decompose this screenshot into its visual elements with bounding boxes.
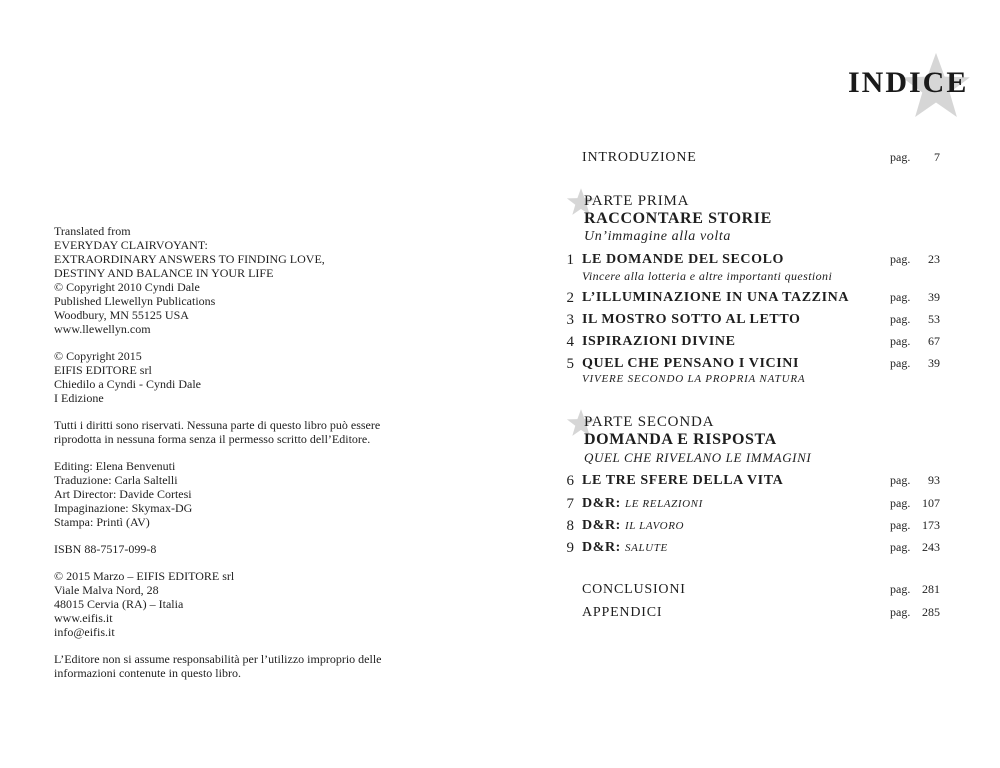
chapter-number: 7 bbox=[566, 496, 574, 512]
pag-label: pag. bbox=[890, 473, 911, 487]
colophon-line: Published Llewellyn Publications bbox=[54, 294, 216, 308]
toc-entry-chapter-6[interactable] bbox=[560, 473, 940, 493]
chapter-title-prefix: D&R: bbox=[582, 540, 626, 555]
pag-label: pag. bbox=[890, 356, 911, 370]
colophon-line: © Copyright 2010 Cyndi Dale bbox=[54, 280, 200, 294]
pag-label: pag. bbox=[890, 582, 911, 596]
toc-entry-title: APPENDICI bbox=[582, 605, 663, 620]
page-number: 107 bbox=[922, 496, 940, 510]
toc-entry-chapter-9[interactable] bbox=[560, 540, 940, 560]
publisher-line: info@eifis.it bbox=[54, 625, 115, 639]
index-title: INDICE bbox=[848, 66, 969, 99]
chapter-title bbox=[582, 496, 703, 512]
part-subtitle: Un’immagine alla volta bbox=[584, 229, 731, 244]
chapter-number: 1 bbox=[566, 252, 574, 268]
colophon-line: EVERYDAY CLAIRVOYANT: bbox=[54, 238, 208, 252]
chapter-subtitle: Vincere alla lotteria e altre importanti questioni bbox=[582, 269, 833, 283]
part-label: PARTE SECONDA bbox=[584, 414, 715, 430]
toc-entry-chapter-7[interactable] bbox=[560, 496, 940, 516]
page-number: 53 bbox=[928, 312, 940, 326]
colophon-line: Chiedilo a Cyndi - Cyndi Dale bbox=[54, 377, 201, 391]
colophon-line: EIFIS EDITORE srl bbox=[54, 363, 152, 377]
chapter-title-prefix: D&R: bbox=[582, 496, 626, 511]
publisher-line: www.eifis.it bbox=[54, 611, 113, 625]
chapter-title-italic: IL LAVORO bbox=[625, 520, 685, 532]
toc-entry-title: INTRODUZIONE bbox=[582, 150, 697, 165]
colophon-line: © Copyright 2015 bbox=[54, 349, 142, 363]
part-subtitle: QUEL CHE RIVELANO LE IMMAGINI bbox=[584, 450, 812, 465]
toc-entry-intro[interactable] bbox=[560, 150, 940, 170]
disclaimer-line: L’Editore non si assume responsabilità per l’utilizzo improprio delle bbox=[54, 652, 382, 666]
colophon-line: DESTINY AND BALANCE IN YOUR LIFE bbox=[54, 266, 274, 280]
pag-label: pag. bbox=[890, 605, 911, 619]
chapter-title bbox=[582, 518, 684, 534]
part-label: PARTE PRIMA bbox=[584, 193, 690, 209]
credit-line: Stampa: Printì (AV) bbox=[54, 515, 150, 529]
chapter-number: 2 bbox=[566, 290, 574, 306]
chapter-title: LE DOMANDE DEL SECOLO bbox=[582, 252, 785, 267]
chapter-title: ISPIRAZIONI DIVINE bbox=[582, 334, 736, 349]
page-number: 23 bbox=[928, 252, 940, 266]
original-edition-block bbox=[54, 224, 414, 336]
toc-entry-appendices[interactable] bbox=[560, 605, 940, 625]
chapter-number: 6 bbox=[566, 473, 574, 489]
pag-label: pag. bbox=[890, 252, 911, 266]
rights-block bbox=[54, 418, 414, 446]
page-number: 39 bbox=[928, 290, 940, 304]
chapter-number: 9 bbox=[566, 540, 574, 556]
chapter-title-italic: LE RELAZIONI bbox=[625, 498, 703, 510]
colophon bbox=[54, 224, 414, 693]
pag-label: pag. bbox=[890, 518, 911, 532]
pag-label: pag. bbox=[890, 290, 911, 304]
page-number: 7 bbox=[934, 150, 940, 164]
page-number: 281 bbox=[922, 582, 940, 596]
chapter-title-prefix: D&R: bbox=[582, 518, 626, 533]
toc-entry-title: CONCLUSIONI bbox=[582, 582, 686, 597]
page-number: 39 bbox=[928, 356, 940, 370]
page-number: 243 bbox=[922, 540, 940, 554]
italian-edition-block bbox=[54, 349, 414, 405]
disclaimer-line: informazioni contenute in questo libro. bbox=[54, 666, 241, 680]
chapter-title bbox=[582, 540, 668, 556]
chapter-number: 3 bbox=[566, 312, 574, 328]
pag-label: pag. bbox=[890, 312, 911, 326]
part-title: RACCONTARE STORIE bbox=[584, 210, 772, 227]
colophon-line: EXTRAORDINARY ANSWERS TO FINDING LOVE, bbox=[54, 252, 325, 266]
publisher-line: Viale Malva Nord, 28 bbox=[54, 583, 159, 597]
publisher-line: © 2015 Marzo – EIFIS EDITORE srl bbox=[54, 569, 235, 583]
page-number: 285 bbox=[922, 605, 940, 619]
page-number: 67 bbox=[928, 334, 940, 348]
pag-label: pag. bbox=[890, 150, 911, 164]
pag-label: pag. bbox=[890, 540, 911, 554]
colophon-line: Translated from bbox=[54, 224, 131, 238]
disclaimer-block bbox=[54, 652, 414, 680]
credit-line: Art Director: Davide Cortesi bbox=[54, 487, 192, 501]
chapter-number: 5 bbox=[566, 356, 574, 372]
isbn: ISBN 88-7517-099-8 bbox=[54, 542, 157, 556]
toc-entry-conclusions[interactable] bbox=[560, 582, 940, 602]
chapter-title: QUEL CHE PENSANO I VICINI bbox=[582, 356, 800, 371]
pag-label: pag. bbox=[890, 496, 911, 510]
chapter-number: 8 bbox=[566, 518, 574, 534]
rights-text: Tutti i diritti sono riservati. Nessuna parte di questo libro può essere riprodotta in nessuna forma senza il permesso scritto dell’Editore. bbox=[54, 418, 381, 446]
chapter-number: 4 bbox=[566, 334, 574, 350]
credit-line: Impaginazione: Skymax-DG bbox=[54, 501, 193, 515]
chapter-title-italic: SALUTE bbox=[625, 542, 668, 554]
colophon-line: www.llewellyn.com bbox=[54, 322, 151, 336]
colophon-line: Woodbury, MN 55125 USA bbox=[54, 308, 189, 322]
credit-line: Traduzione: Carla Saltelli bbox=[54, 473, 178, 487]
isbn-block bbox=[54, 542, 414, 556]
toc-entry-chapter-8[interactable] bbox=[560, 518, 940, 538]
credit-line: Editing: Elena Benvenuti bbox=[54, 459, 176, 473]
page-number: 173 bbox=[922, 518, 940, 532]
colophon-line: I Edizione bbox=[54, 391, 104, 405]
pag-label: pag. bbox=[890, 334, 911, 348]
publisher-line: 48015 Cervia (RA) – Italia bbox=[54, 597, 184, 611]
page-number: 93 bbox=[928, 473, 940, 487]
toc-entry-chapter-4[interactable] bbox=[560, 334, 940, 354]
part-title: DOMANDA E RISPOSTA bbox=[584, 431, 777, 448]
credits-block bbox=[54, 459, 414, 529]
publisher-block bbox=[54, 569, 414, 639]
toc-entry-chapter-2[interactable] bbox=[560, 290, 940, 310]
toc-entry-chapter-3[interactable] bbox=[560, 312, 940, 332]
chapter-subtitle: VIVERE SECONDO LA PROPRIA NATURA bbox=[582, 373, 806, 385]
chapter-title: LE TRE SFERE DELLA VITA bbox=[582, 473, 784, 488]
chapter-title: IL MOSTRO SOTTO AL LETTO bbox=[582, 312, 801, 327]
chapter-title: L’ILLUMINAZIONE IN UNA TAZZINA bbox=[582, 290, 850, 305]
